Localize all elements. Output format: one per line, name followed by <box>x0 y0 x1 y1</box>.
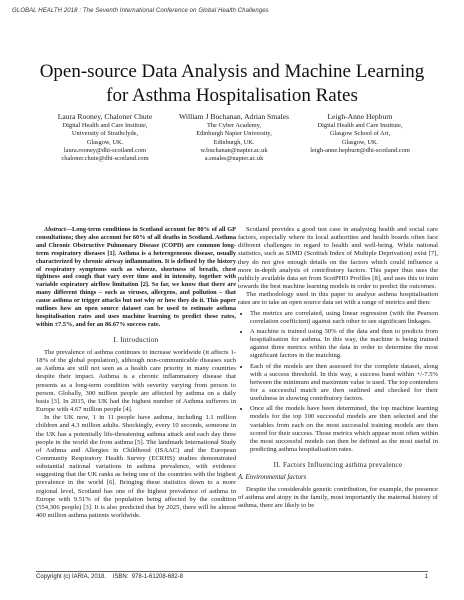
author-email: w.buchanan@napier.ac.uk <box>200 146 268 154</box>
intro-paragraph-2: In the UK now, 1 in 11 people have asthma, including 1.1 million children and 4.3 million adults. Shockingly, every 10 seconds, someone in the UK has a potentially life-threatening asthma attack and each day three people in the world die from asthma [5]. The landmark International Study of Asthma and Allergies in Childhood (ISAAC) and the European Community Respiratory Health Survey (ECRHS) studies demonstrated substantial national variations in asthma prevalence, with evidence suggesting that the UK ranks as being one of the countries with the highest prevalence in the world [6]. Bringing these statistics down to a more regional level, Scotland has one of the highest prevalence of asthma in Europe with 9.51% of the population being affected by the condition (554,306 people) [3]. It is also predicted that by 2025, there will be almost 400 million asthma patients worldwide. <box>36 414 236 520</box>
list-item: • A machine is trained using 30% of the data and then to predicts from hospitalisation for asthma. In this way, the machine is being trained against three metrics within the data in order to determine the most significant factors in the matching. <box>250 328 438 361</box>
title-line-2: for Asthma Hospitalisation Rates <box>106 85 358 106</box>
section-heading-introduction: I. Introduction <box>113 335 159 344</box>
author-block-2 <box>164 112 304 163</box>
author-names: Laura Rooney, Chaloner Chute <box>57 112 153 121</box>
methodology-paragraph: The methodology used in this paper to analyse asthma hospitalisation rates are to take an open source data set with a range of metrics and then: <box>238 291 438 307</box>
affiliation-line: Glasgow School of Art, <box>329 130 391 138</box>
subsection-heading-environmental: A. Environmental factors <box>238 474 307 482</box>
affiliation-line: Edinburgh, UK. <box>213 138 255 146</box>
author-names: William J Buchanan, Adrian Smales <box>179 112 289 121</box>
page-footer <box>36 574 428 584</box>
intro-paragraph-3: Scotland provides a good test case in analysing health and social care factors, especially where its local authorities and health boards often face different challenges in regard to health and well-being. While national statistics, such as SIMD (Scottish Index of Multiple Deprivation) exist [7], they do not give enough details on the factors which could influence a more in-depth analysis of contributory factors. This paper thus uses the publicly available data set from ScotPHO Profiles [8], and uses this to train towards the best machine learning models in order to predict the outcomes. <box>238 226 438 291</box>
list-item: • The metrics are correlated, using linear regression (with the Pearson correlation coefficient) against each other to see significant linkages. <box>250 310 438 326</box>
section-heading-factors: II. Factors Influencing asthma prevalence <box>273 461 403 470</box>
affiliation-line: Digital Health and Care Institute, <box>62 122 148 129</box>
author-list <box>0 112 464 202</box>
affiliation-line: The Cyber Academy, <box>206 122 262 129</box>
affiliation-line: Edinburgh Napier University, <box>196 130 272 138</box>
author-email: leigh-anne.hepburn@dhi-scotland.com <box>310 146 410 154</box>
intro-paragraph-1: The prevalence of asthma continues to increase worldwide (it affects 1-18% of the global population), although non-communicable diseases such as Asthma are still not seen as a health care priority in many countries despite their impact. Asthma is a chronic inflammatory disease that presents as a long-term condition with severity varying from person to person. Globally, 300 million people are affected by asthma on a daily basis [3]. In 2015, the UK had the highest number of Asthma sufferers in Europe with 4.67 million people [4]. <box>36 348 236 414</box>
affiliation-line: University of Strathclyde, <box>71 130 139 138</box>
page-number: 1 <box>424 574 428 580</box>
author-block-3 <box>290 112 430 155</box>
abstract-label: Abstract <box>44 226 66 233</box>
left-column <box>36 226 236 520</box>
right-column <box>238 226 438 510</box>
copyright-text: Copyright (c) IARIA, 2018. ISBN: 978-1-61208-682-8 <box>36 574 184 580</box>
abstract-text: —Long-term conditions in Scotland account for 80% of all GP consultations; they also account for 60% of all deaths in Scotland. Asthma and Chronic Obstructive Pulmonary Disease (COPD) are common long-term respiratory diseases [1]. Asthma is a heterogeneous disease, usually characterized by chronic airway inflammation. It is defined by the history of respiratory symptoms such as wheeze, shortness of breath, chest tightness and cough that vary over time and in intensity, together with variable expiratory airflow limitation [2]. So far, we know that there are many different things – such as viruses, allergens, and pollution – that cause asthma or trigger attacks but not why or how they do it. This paper outlines how an open source dataset can be used to estimate asthma hospitalisation rates and uses machine learning to predict these rates, within ±7.5%, and for an 86.67% success rate. <box>36 226 236 328</box>
paper-title <box>0 60 464 108</box>
list-item: • Once all the models have been determined, the top machine learning models for the top 100 successful models are then selected and the variables from each on the most successful training models are then scored for their success. Those metrics which appear most often within the most successful models can then be defined as the most useful in predicting asthma hospitalisation rates. <box>250 405 438 454</box>
footer-divider <box>36 571 428 572</box>
affiliation-line: Glasgow, UK. <box>86 138 124 146</box>
running-header: GLOBAL HEALTH 2018 : The Seventh International Conference on Global Health Challenges <box>12 8 269 14</box>
affiliation-line: Glasgow, UK. <box>341 138 379 146</box>
methodology-list <box>238 310 438 455</box>
environmental-paragraph: Despite the considerable genetic contribution, for example, the presence of asthma and atopy in the family, most importantly the maternal history of asthma, there are likely to be <box>238 485 438 509</box>
affiliation-line: Digital Health and Care Institute, <box>317 122 403 129</box>
author-names: Leigh-Anne Hepburn <box>327 112 393 121</box>
list-item: • Each of the models are then assessed for the complete dataset, along with a success threshold. In this way, a success band within +/-7.5% between the minimum and maximum value is used. The top contenders for a successful match are then outlined and checked for their usefulness in showing contributory factors. <box>250 363 438 404</box>
author-email: laura.rooney@dhi-scotland.com <box>63 146 147 154</box>
author-email: chaloner.chute@dhi-scotland.com <box>61 155 149 163</box>
title-line-1: Open-source Data Analysis and Machine Learning <box>39 61 425 82</box>
author-block-1 <box>40 112 170 163</box>
author-email: a.smales@napier.ac.uk <box>204 155 264 163</box>
abstract <box>36 226 236 329</box>
